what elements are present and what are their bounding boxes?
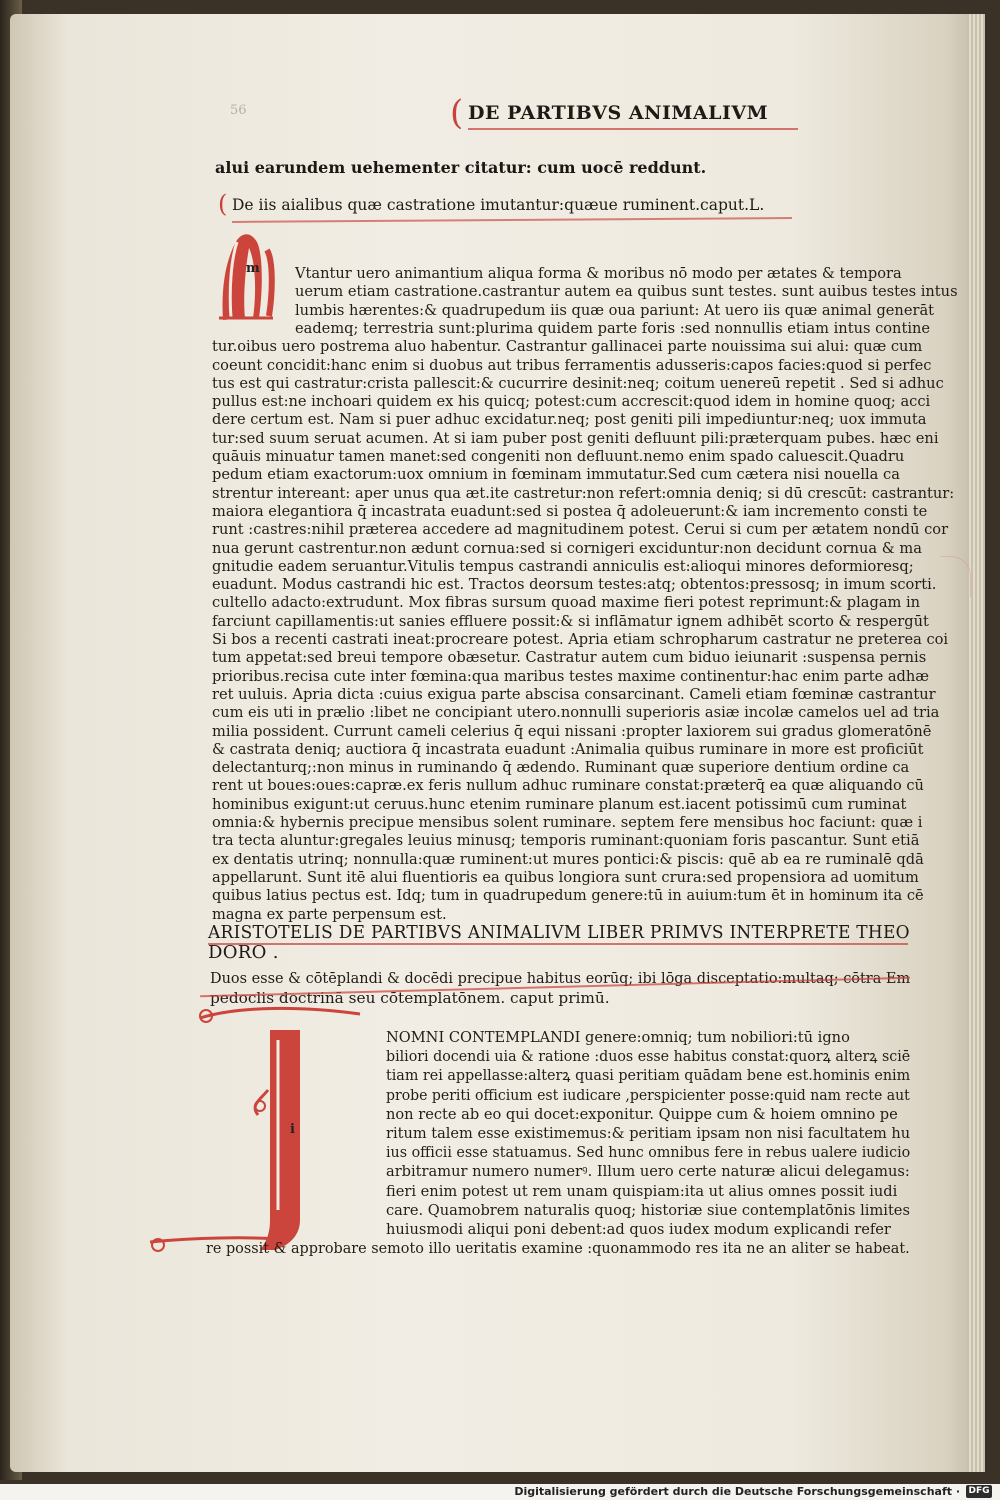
body-line: pedum etiam exactorum:uox omnium in fœminam immutatur.Sed cum cætera nisi nouella ca [212,466,900,484]
guide-letter-m: m [246,261,260,276]
rubric-paren-icon: ( [218,190,228,218]
body-line: cum eis uti in prælio :libet ne concipiant utero.nonnulli superioris asiæ incolæ camelos uel ad tria [212,704,940,722]
body-line: ex dentatis utrinq; nonnulla:quæ ruminent:ut mures pontici:& piscis: quē ab ea re ruminalē qdā [212,850,924,868]
chapter-heading [218,190,765,218]
book1-line: ritum talem esse existimemus:& peritiam ipsam non nisi facultatem hu [386,1125,911,1142]
body-line: quāuis minuatur tamen manet:sed congeniti non defluunt.nemo enim spado caluescit.Quadru [212,448,905,465]
rubric-initial-i-icon [150,1000,380,1270]
book1-line: tiam rei appellasse:alterꝝ quasi peritiam quādam bene est.hominis enim [386,1067,911,1085]
body-line: delectanturq;:non minus in ruminando q̄ ædendo. Ruminant quæ superiore dentium ordine ca [212,759,910,777]
body-line: hominibus exigunt:ut ceruus.hunc etenim ruminare planum est.iacent potissimū cum ruminat [212,795,907,813]
book1-line: care. Quamobrem naturalis quoq; historiæ siue contemplatōnis limites [386,1201,910,1219]
body-line: nua gerunt castrentur.non ædunt cornua:sed si cornigeri exciduntur:non decidunt cornua & ma [212,539,922,557]
body-line: strentur intereant: aper unus qua æt.ite castretur:non refert:omnia deniq; si dū crescūt: castrantur: [212,484,955,502]
body-line: appellarunt. Sunt itē alui fluentioris ea quibus longiora sunt crura:sed propensiora ad uomitum [212,868,919,886]
book-title-line-2: DORO . [208,942,279,963]
rubric-initial-m-icon [217,230,277,322]
running-head-text: DE PARTIBVS ANIMALIVM [468,102,769,124]
book1-line: huiusmodi aliqui poni debent:ad quos iudex modum explicandi refer [386,1221,891,1238]
footer-bar [0,1484,1000,1500]
body-line: runt :castres:nihil præterea accedere ad magnitudinem potest. Cerui si cum per ætatem nondū cor [212,521,949,539]
book1-line: non recte ab eo qui docet:exponitur. Quippe cum & hoiem omnino pe [386,1105,898,1123]
book1-chapter-heading-1: Duos esse & cōtēplandi & docēdi precipue habitus eorūq; ibi lōga disceptatio:multaq; cōtra Em [210,969,911,987]
body-line: lumbis hærentes:& quadrupedum iis quæ oua pariunt: At uero iis quæ animal generāt [295,301,935,319]
book1-line: biliori docendi uia & ratione :duos esse habitus constat:quorꝝ alterꝝ sciē [386,1048,911,1066]
book1-line: NOMNI CONTEMPLANDI genere:omniq; tum nobiliori:tū igno [386,1029,850,1046]
body-line: eademq; terrestria sunt:plurima quidem parte foris :sed nonnullis etiam intus contine [295,319,931,337]
body-line: coeunt concidit:hanc enim si duobus aut tribus ferramentis adusseris:capos facies:quod si perfec [212,356,932,374]
book1-line: probe periti officium est iudicare ,perspicienter posse:quid nam recte aut [386,1086,910,1104]
body-line: gnitudie eadem seruantur.Vitulis tempus castrandi anniculis est:alioqui minores deformioresq; [212,557,914,575]
body-line: magna ex parte perpensum est. [212,905,447,923]
folio-number: 56 [230,103,247,118]
chapter-heading-text: De iis aialibus quæ castratione imutantur:quæue ruminent.caput.L. [232,196,765,214]
running-head-rule [468,128,798,130]
body-line: tur:sed suum seruat acumen. At si iam puber post geniti defluunt pili:præterquam pubes. hæc eni [212,429,939,447]
book1-line: ius officii esse statuamus. Sed hunc omnibus fere in rebus ualere iudicio [386,1144,911,1162]
body-line: uerum etiam castratione.castrantur autem ea quibus sunt testes. sunt auibus testes intus [295,283,958,301]
margin-mark [8,548,28,588]
dfg-logo: DFG [966,1485,992,1498]
body-line: farciunt capillamentis:ut sanies effluere possit:& si inflāmatur ignem adhibēt scorto & respergūt [212,612,929,630]
footer-credit: Digitalisierung gefördert durch die Deutsche Forschungsgemeinschaft · [514,1485,960,1498]
guide-letter-i: i [290,1122,295,1137]
body-line: Si bos a recenti castrati ineat:procreare potest. Apria etiam schropharum castratur ne preterea coi [212,631,949,648]
opening-line: alui earundem uehementer citatur: cum uocē reddunt. [215,158,707,177]
body-line: tra tecta aluntur:gregales leuius minusq; temporis ruminant:quoniam foris pascantur. Sunt etiā [212,832,920,850]
book1-chapter-heading-2: pedoclis doctrinā seu cōtemplatōnem. caput primū. [210,989,610,1007]
body-line: euadunt. Modus castrandi hic est. Tractos deorsum testes:atq; obtentos:pressosq; in imum scorti. [212,576,937,594]
book-title-rule-1 [208,943,908,945]
body-line: milia possident. Currunt cameli celerius q̄ equi nissani :propter laxiorem sui gradus glomeratōnē [212,722,932,740]
body-line: rent ut boues:oues:capræ.ex feris nullum adhuc ruminare constat:præterq̄ ea quæ aliquando cū [212,777,924,795]
body-line: pullus est:ne inchoari quidem ex his quicq; potest:cum accrescit:quod idem in homine quoq; acci [212,393,931,411]
body-line: & castrata deniq; auctiora q̄ incastrata euadunt :Animalia quibus ruminare in more est proficiūt [212,740,924,758]
body-line: prioribus.recisa cute inter fœmina:qua maribus testes maxime continentur:hac enim parte adhæ [212,667,930,685]
body-line: quibus latius pectus est. Idq; tum in quadrupedum genere:tū in auium:tum ēt in hominum ita cē [212,887,924,905]
body-line: omnia:& hybernis precipue mensibus solent ruminare. septem fere mensibus hoc faciunt: quæ i [212,814,923,831]
body-line: dere certum est. Nam si puer adhuc excidatur.neq; post geniti pili impediuntur:neq; uox immuta [212,411,927,429]
body-line: tur.oibus uero postrema aluo habentur. Castrantur gallinacei parte nouissima sui alui: quæ cum [212,338,923,356]
body-line: tum appetat:sed breui tempore obæsetur. Castratur autem cum biduo ieiunarit :suspensa pernis [212,649,927,667]
book1-line: fieri enim potest ut rem unam quispiam:ita ut alius omnes possit iudi [386,1182,898,1200]
body-line: ret uuluis. Apria dicta :cuius exigua parte abscisa consarcinant. Cameli etiam fœminæ castrantur [212,685,936,703]
book-title-line-1: ARISTOTELIS DE PARTIBVS ANIMALIVM LIBER PRIMVS INTERPRETE THEO [208,922,910,943]
book1-line: arbitramur numero numerꝰ. Illum uero certe naturæ alicui delegamus: [386,1163,910,1181]
body-line: maiora elegantiora q̄ incastrata euadunt:sed si postea q̄ adoleuerunt:& iam incremento consti te [212,502,928,520]
body-line: tus est qui castratur:crista pallescit:& cucurrire desinit:neq; coitum uenereū repetit . Sed si adhuc [212,374,944,392]
rubric-bracket-icon: ( [450,93,464,133]
body-line: cultello adacto:extrudunt. Mox fibras sursum quoad maxime fieri potest reprimunt:& plagam in [212,594,921,612]
book1-line: re possit & approbare semoto illo ueritatis examine :quonammodo res ita ne an aliter se habeat. [206,1240,910,1258]
body-line: Vtantur uero animantium aliqua forma & moribus nō modo per ætates & tempora [295,265,902,282]
running-head [450,93,800,133]
page-edge [967,14,985,1472]
